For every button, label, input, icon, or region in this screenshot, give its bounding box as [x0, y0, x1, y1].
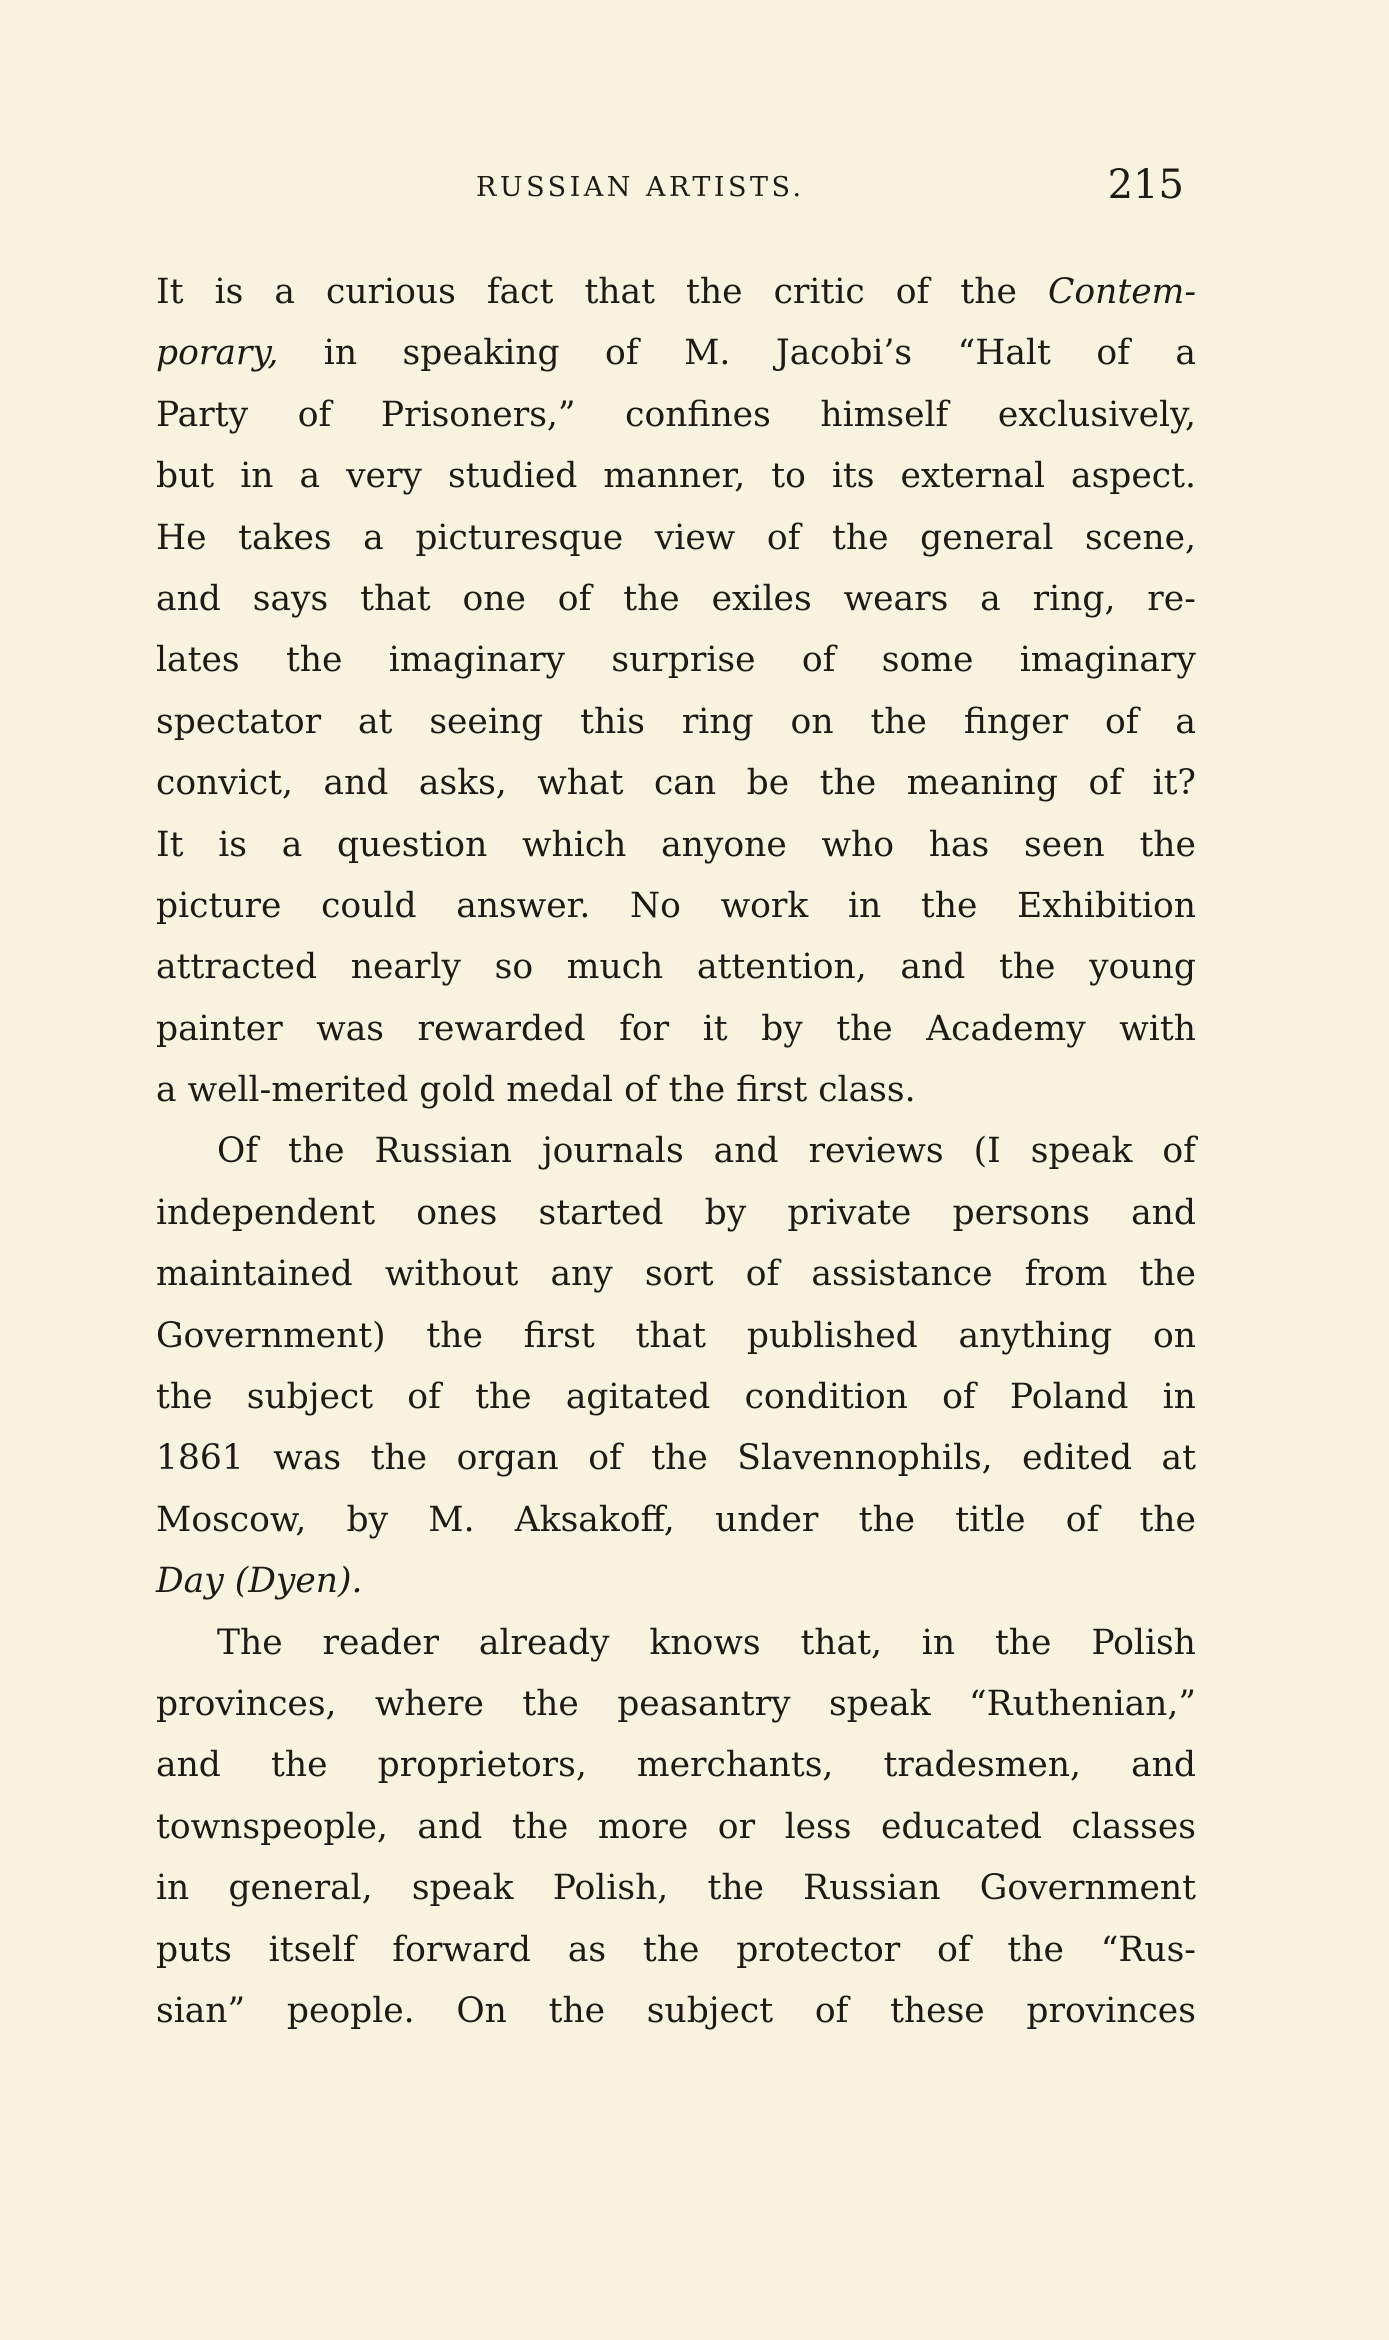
word: Poland [1009, 1377, 1129, 1418]
word: of [814, 1990, 849, 2031]
word: peasantry [617, 1683, 791, 1724]
word: scene, [1084, 517, 1196, 558]
word: condition [744, 1377, 908, 1418]
word: that, [800, 1622, 882, 1663]
word: merchants, [636, 1745, 834, 1786]
word: Government) [156, 1315, 386, 1356]
word: persons [952, 1192, 1090, 1233]
word: a [363, 517, 384, 558]
word: the [1139, 824, 1196, 865]
word: of [297, 394, 332, 435]
word: Moscow, [156, 1499, 307, 1540]
word: general [920, 517, 1054, 558]
word: at [1161, 1438, 1196, 1479]
word: protector [736, 1929, 901, 1970]
word: first [736, 1070, 808, 1111]
word: or [717, 1806, 756, 1847]
word: of [557, 578, 592, 619]
word: attracted [156, 947, 318, 988]
word: in [240, 456, 274, 497]
word: subject [246, 1377, 374, 1418]
word: medal [506, 1070, 614, 1111]
word: was [273, 1438, 342, 1479]
word: assistance [811, 1254, 993, 1295]
text-line [156, 323, 1196, 384]
word: Exhibition [1017, 885, 1196, 926]
word: of [942, 1377, 976, 1418]
word: which [522, 824, 627, 865]
text-line [156, 1367, 1196, 1428]
word: was [316, 1008, 385, 1049]
word: No [629, 885, 681, 926]
word: proprietors, [377, 1745, 587, 1786]
word: porary, [156, 333, 279, 374]
word: educated [881, 1806, 1042, 1847]
word: a [274, 272, 295, 312]
word: and [156, 578, 221, 619]
word: for [619, 1008, 670, 1049]
text-line [156, 446, 1196, 507]
word: started [538, 1192, 664, 1233]
word: attention, [696, 947, 867, 988]
word: (I [973, 1131, 1001, 1172]
body-text [156, 262, 1196, 2042]
word: the [832, 517, 889, 558]
word: of [801, 640, 836, 681]
word: the [836, 1008, 893, 1049]
word: young [1089, 947, 1196, 988]
word: gold [419, 1070, 496, 1111]
word: by [704, 1192, 747, 1233]
word: Jacobi’s [775, 333, 913, 374]
word: re- [1147, 578, 1196, 619]
word: the [285, 640, 343, 681]
word: title [955, 1499, 1026, 1540]
word: some [881, 640, 974, 681]
word: seeing [429, 701, 544, 742]
word: the [960, 272, 1017, 312]
word: the [686, 272, 743, 312]
word: in [921, 1622, 956, 1663]
word: it [702, 1008, 728, 1049]
text-line [156, 1183, 1196, 1244]
word: by [346, 1499, 389, 1540]
word: On [456, 1990, 507, 2031]
word: of [1096, 333, 1130, 374]
word: of [1088, 763, 1123, 804]
word: rewarded [417, 1008, 586, 1049]
word: this [580, 701, 645, 742]
word: exiles [711, 578, 812, 619]
word: the [994, 1622, 1052, 1663]
word: the [858, 1499, 916, 1540]
word: the [156, 1377, 213, 1418]
word: work [720, 885, 809, 926]
word: exclusively, [997, 394, 1196, 435]
text-line [156, 1306, 1196, 1367]
word: a [156, 1070, 177, 1111]
word: surprise [611, 640, 756, 681]
word: on [790, 701, 834, 742]
word: be [746, 763, 790, 804]
word: on [1152, 1315, 1196, 1356]
word: in [156, 1868, 190, 1909]
word: tradesmen, [883, 1745, 1081, 1786]
word: maintained [156, 1254, 353, 1295]
word: knows [649, 1622, 761, 1663]
word: Slavennophils, [737, 1438, 993, 1479]
word: and [1131, 1192, 1196, 1233]
word: answer. [456, 885, 591, 926]
word: ring [681, 701, 754, 742]
word: class. [818, 1070, 916, 1111]
word: “Rus- [1100, 1929, 1196, 1970]
word: picture [156, 885, 282, 926]
word: journals [541, 1131, 684, 1172]
text-line [156, 569, 1196, 630]
word: the [819, 763, 877, 804]
word: where [374, 1683, 484, 1724]
word: the [511, 1806, 569, 1847]
word: fact [486, 272, 554, 312]
word: independent [156, 1192, 376, 1233]
word: with [1119, 1008, 1196, 1049]
word: that [360, 578, 431, 619]
word: studied [447, 456, 578, 497]
word: any [550, 1254, 613, 1295]
word: reader [322, 1622, 440, 1663]
text-line [156, 1060, 1196, 1121]
word: the [870, 701, 927, 742]
word: Of [217, 1131, 259, 1172]
word: picturesque [415, 517, 624, 558]
word: puts [156, 1929, 232, 1970]
word: of [1162, 1131, 1196, 1172]
word: meaning [906, 763, 1058, 804]
word: first [523, 1315, 595, 1356]
page-number: 215 [1107, 162, 1184, 208]
word: Government [979, 1868, 1196, 1909]
word: can [653, 763, 717, 804]
word: reviews [808, 1131, 944, 1172]
word: by [761, 1008, 803, 1049]
word: of [588, 1438, 622, 1479]
word: less [784, 1806, 852, 1847]
word: its [831, 456, 875, 497]
word: imaginary [388, 640, 566, 681]
word: Day [156, 1561, 224, 1602]
word: of [407, 1377, 441, 1418]
word: It [156, 824, 184, 865]
word: lates [156, 640, 240, 681]
word: a [980, 578, 1001, 619]
word: of [605, 333, 639, 374]
word: in [1162, 1377, 1196, 1418]
word: that [584, 272, 655, 312]
text-line [156, 1244, 1196, 1305]
word: and [323, 763, 389, 804]
word: well-merited [187, 1070, 409, 1111]
word: classes [1071, 1806, 1196, 1847]
word: the [642, 1929, 700, 1970]
word: speaking [402, 333, 560, 374]
word: seen [1023, 824, 1105, 865]
word: published [746, 1315, 918, 1356]
word: more [597, 1806, 689, 1847]
word: a [281, 824, 303, 865]
word: that [635, 1315, 707, 1356]
word: from [1024, 1254, 1108, 1295]
word: without [384, 1254, 519, 1295]
word: very [346, 456, 422, 497]
word: anyone [661, 824, 787, 865]
word: in [847, 885, 882, 926]
word: organ [456, 1438, 559, 1479]
word: (Dyen). [234, 1561, 363, 1602]
word: spectator [156, 701, 322, 742]
word: speak [411, 1868, 514, 1909]
word: much [566, 947, 664, 988]
word: one [462, 578, 526, 619]
word: the [522, 1683, 579, 1724]
word: Academy [926, 1008, 1086, 1049]
word: provinces [1026, 1990, 1196, 2031]
word: the [270, 1745, 328, 1786]
word: it? [1152, 763, 1196, 804]
word: provinces, [156, 1683, 337, 1724]
word: subject [646, 1990, 774, 2031]
word: It [156, 272, 184, 312]
word: the [426, 1315, 483, 1356]
word: so [494, 947, 534, 988]
word: 1861 [156, 1438, 244, 1479]
word: speak [828, 1683, 931, 1724]
word: confines [625, 394, 771, 435]
word: itself [268, 1929, 356, 1970]
word: the [623, 578, 680, 619]
word: the [651, 1438, 708, 1479]
word: the [920, 885, 978, 926]
word: under [714, 1499, 819, 1540]
text-line [156, 1121, 1196, 1182]
word: a [1175, 333, 1196, 374]
word: to [771, 456, 806, 497]
word: Russian [803, 1868, 941, 1909]
word: manner, [603, 456, 746, 497]
word: view [654, 517, 736, 558]
word: the [1007, 1929, 1064, 1970]
word: edited [1022, 1438, 1133, 1479]
word: Party [156, 394, 249, 435]
word: Russian [374, 1131, 512, 1172]
text-line [156, 692, 1196, 753]
word: nearly [350, 947, 461, 988]
word: Polish, [552, 1868, 669, 1909]
word: Contem- [1047, 272, 1196, 312]
word: and [900, 947, 966, 988]
word: of [895, 272, 930, 312]
word: sian” [156, 1990, 246, 2031]
word: wears [843, 578, 949, 619]
text-line [156, 385, 1196, 446]
word: of [766, 517, 801, 558]
word: the [475, 1377, 532, 1418]
word: the [1139, 1499, 1196, 1540]
text-line [156, 1920, 1196, 1981]
word: takes [238, 517, 332, 558]
text-line [156, 1858, 1196, 1919]
word: imaginary [1019, 640, 1196, 681]
word: people. [286, 1990, 415, 2031]
word: as [567, 1929, 607, 1970]
word: and [1131, 1745, 1196, 1786]
word: a [299, 456, 321, 497]
word: says [252, 578, 329, 619]
word: M. [428, 1499, 475, 1540]
text-line [156, 1674, 1196, 1735]
word: a [1175, 701, 1196, 742]
text-line [156, 1981, 1196, 2042]
word: has [928, 824, 990, 865]
word: aspect. [1071, 456, 1196, 497]
word: himself [820, 394, 949, 435]
word: ones [416, 1192, 498, 1233]
word: in [323, 333, 358, 374]
text-line [156, 937, 1196, 998]
word: and [417, 1806, 483, 1847]
word: sort [644, 1254, 714, 1295]
word: the [1139, 1254, 1196, 1295]
running-title: RUSSIAN ARTISTS. [476, 172, 805, 203]
word: ring, [1032, 578, 1116, 619]
word: could [321, 885, 417, 926]
word: is [218, 824, 247, 865]
text-line [156, 508, 1196, 569]
word: but [156, 456, 215, 497]
word: already [478, 1622, 610, 1663]
word: speak [1030, 1131, 1133, 1172]
word: forward [392, 1929, 532, 1970]
text-line [156, 1735, 1196, 1796]
text-line [156, 1613, 1196, 1674]
word: The [217, 1622, 283, 1663]
word: agitated [565, 1377, 711, 1418]
text-line [156, 815, 1196, 876]
word: curious [326, 272, 456, 312]
word: and [713, 1131, 779, 1172]
word: Polish [1091, 1622, 1196, 1663]
word: private [787, 1192, 912, 1233]
text-line [156, 1490, 1196, 1551]
word: of [1065, 1499, 1100, 1540]
word: the [707, 1868, 764, 1909]
word: question [336, 824, 488, 865]
word: “Ruthenian,” [969, 1683, 1196, 1724]
text-line [156, 1551, 1196, 1612]
word: who [821, 824, 895, 865]
word: of [937, 1929, 971, 1970]
word: Aksakoff, [514, 1499, 675, 1540]
text-line [156, 630, 1196, 691]
text-line [156, 1428, 1196, 1489]
text-line [156, 262, 1196, 323]
word: finger [963, 701, 1069, 742]
word: of [624, 1070, 658, 1111]
word: external [900, 456, 1045, 497]
word: anything [958, 1315, 1113, 1356]
word: M. [684, 333, 731, 374]
word: these [890, 1990, 985, 2031]
word: the [998, 947, 1056, 988]
word: the [668, 1070, 726, 1111]
text-line [156, 753, 1196, 814]
word: He [156, 517, 207, 558]
word: and [156, 1745, 221, 1786]
word: “Halt [957, 333, 1051, 374]
word: at [357, 701, 393, 742]
text-line [156, 876, 1196, 937]
word: asks, [418, 763, 507, 804]
word: the [548, 1990, 606, 2031]
word: is [214, 272, 244, 312]
word: of [1104, 701, 1139, 742]
word: what [537, 763, 624, 804]
word: painter [156, 1008, 283, 1049]
word: the [370, 1438, 428, 1479]
word: the [288, 1131, 345, 1172]
word: townspeople, [156, 1806, 388, 1847]
text-line [156, 999, 1196, 1060]
text-line [156, 1797, 1196, 1858]
word: general, [228, 1868, 373, 1909]
word: convict, [156, 763, 293, 804]
word: of [745, 1254, 780, 1295]
word: critic [773, 272, 865, 312]
word: Prisoners,” [380, 394, 576, 435]
